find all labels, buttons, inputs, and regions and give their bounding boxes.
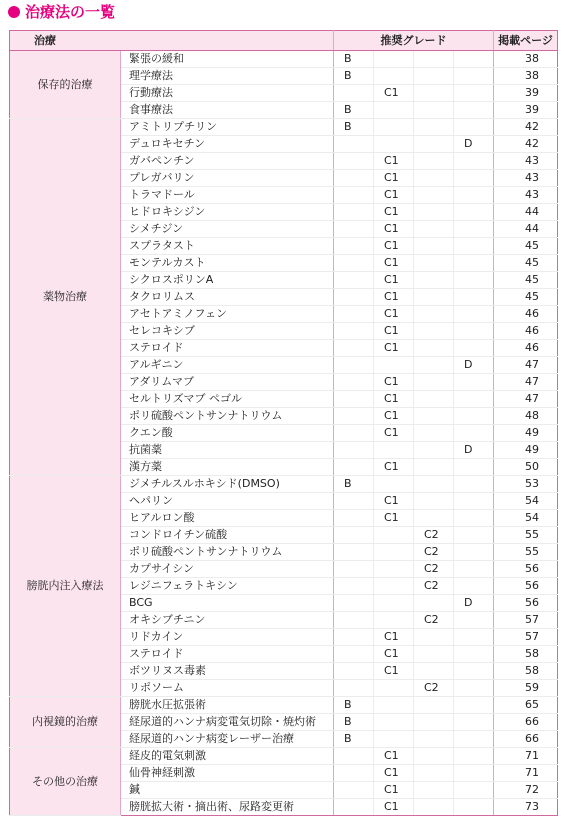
page-number: 56: [494, 595, 558, 612]
treatment-name: アミトリプチリン: [121, 119, 334, 136]
grade-cell: [454, 680, 494, 697]
grade-cell: [414, 799, 454, 816]
grade-cell: [334, 561, 374, 578]
page-number: 50: [494, 459, 558, 476]
treatment-name: シクロスポリンA: [121, 272, 334, 289]
page-number: 72: [494, 782, 558, 799]
grade-cell: C1: [374, 459, 414, 476]
treatment-name: 経尿道的ハンナ病変レーザー治療: [121, 731, 334, 748]
grade-cell: C1: [374, 765, 414, 782]
grade-cell: [334, 391, 374, 408]
header-treatment: 治療: [10, 31, 334, 51]
page-number: 46: [494, 323, 558, 340]
grade-cell: C1: [374, 748, 414, 765]
grade-cell: B: [334, 476, 374, 493]
treatment-name: リドカイン: [121, 629, 334, 646]
grade-cell: C1: [374, 272, 414, 289]
treatment-name: ポリ硫酸ペントサンナトリウム: [121, 544, 334, 561]
grade-cell: C1: [374, 782, 414, 799]
grade-cell: [454, 119, 494, 136]
grade-cell: [334, 340, 374, 357]
category-cell: 膀胱内注入療法: [10, 476, 121, 697]
page-number: 43: [494, 170, 558, 187]
grade-cell: [454, 374, 494, 391]
grade-cell: [454, 731, 494, 748]
grade-cell: [334, 238, 374, 255]
grade-cell: [414, 697, 454, 714]
grade-cell: [414, 476, 454, 493]
grade-cell: [454, 85, 494, 102]
grade-cell: C1: [374, 391, 414, 408]
grade-cell: [414, 289, 454, 306]
title-bar: [0, 0, 564, 26]
grade-cell: [414, 340, 454, 357]
grade-cell: [374, 136, 414, 153]
grade-cell: C1: [374, 510, 414, 527]
grade-cell: [454, 306, 494, 323]
page-title: 治療法の一覧: [25, 3, 116, 21]
header-grade: 推奨グレード: [334, 31, 494, 51]
page-number: 58: [494, 646, 558, 663]
page-number: 45: [494, 289, 558, 306]
page-number: 38: [494, 68, 558, 85]
grade-cell: [414, 272, 454, 289]
grade-cell: [374, 697, 414, 714]
page-number: 55: [494, 527, 558, 544]
grade-cell: C1: [374, 799, 414, 816]
treatment-name: 抗菌薬: [121, 442, 334, 459]
treatment-name: 鍼: [121, 782, 334, 799]
table-row: [10, 476, 558, 493]
grade-cell: [454, 476, 494, 493]
grade-cell: B: [334, 731, 374, 748]
page-number: 66: [494, 731, 558, 748]
table-row: [10, 748, 558, 765]
grade-cell: [374, 68, 414, 85]
grade-cell: [334, 442, 374, 459]
grade-cell: [454, 748, 494, 765]
page-number: 48: [494, 408, 558, 425]
grade-cell: C1: [374, 306, 414, 323]
grade-cell: [334, 510, 374, 527]
grade-cell: [454, 68, 494, 85]
grade-cell: C1: [374, 85, 414, 102]
page-number: 66: [494, 714, 558, 731]
grade-cell: [414, 68, 454, 85]
grade-cell: B: [334, 714, 374, 731]
grade-cell: [454, 561, 494, 578]
table-row: [10, 51, 558, 68]
page-number: 71: [494, 748, 558, 765]
grade-cell: [414, 51, 454, 68]
grade-cell: [334, 255, 374, 272]
treatment-name: セルトリズマブ ペゴル: [121, 391, 334, 408]
grade-cell: C1: [374, 238, 414, 255]
treatment-name: ステロイド: [121, 340, 334, 357]
grade-cell: [454, 459, 494, 476]
treatment-name: アダリムマブ: [121, 374, 334, 391]
grade-cell: C2: [414, 561, 454, 578]
grade-cell: [454, 289, 494, 306]
grade-cell: C1: [374, 374, 414, 391]
treatment-name: ポリ硫酸ペントサンナトリウム: [121, 408, 334, 425]
grade-cell: [454, 408, 494, 425]
treatment-name: ステロイド: [121, 646, 334, 663]
page-number: 73: [494, 799, 558, 816]
grade-cell: B: [334, 697, 374, 714]
page-number: 57: [494, 629, 558, 646]
category-cell: 薬物治療: [10, 119, 121, 476]
page-number: 56: [494, 561, 558, 578]
table-body: [10, 51, 558, 816]
treatment-name: ジメチルスルホキシド(DMSO): [121, 476, 334, 493]
treatment-name: カプサイシン: [121, 561, 334, 578]
treatment-name: 経尿道的ハンナ病変電気切除・焼灼術: [121, 714, 334, 731]
grade-cell: [454, 187, 494, 204]
table-row: [10, 697, 558, 714]
grade-cell: [334, 425, 374, 442]
grade-cell: [414, 323, 454, 340]
page-number: 59: [494, 680, 558, 697]
grade-cell: [334, 357, 374, 374]
grade-cell: [374, 731, 414, 748]
grade-cell: [454, 102, 494, 119]
grade-cell: [414, 374, 454, 391]
grade-cell: [374, 544, 414, 561]
grade-cell: C1: [374, 255, 414, 272]
grade-cell: D: [454, 595, 494, 612]
page-number: 47: [494, 391, 558, 408]
grade-cell: [454, 612, 494, 629]
grade-cell: [454, 493, 494, 510]
treatment-name: セレコキシブ: [121, 323, 334, 340]
page-number: 54: [494, 510, 558, 527]
grade-cell: [414, 595, 454, 612]
page-number: 47: [494, 374, 558, 391]
grade-cell: [334, 765, 374, 782]
grade-cell: [334, 782, 374, 799]
treatment-name: 理学療法: [121, 68, 334, 85]
treatment-name: BCG: [121, 595, 334, 612]
grade-cell: [374, 680, 414, 697]
grade-cell: [454, 782, 494, 799]
page-number: 42: [494, 119, 558, 136]
grade-cell: [454, 238, 494, 255]
page-number: 65: [494, 697, 558, 714]
treatment-name: レジニフェラトキシン: [121, 578, 334, 595]
treatment-name: ボツリヌス毒素: [121, 663, 334, 680]
page-number: 58: [494, 663, 558, 680]
treatment-name: アルギニン: [121, 357, 334, 374]
grade-cell: [414, 391, 454, 408]
grade-cell: [374, 442, 414, 459]
grade-cell: C2: [414, 612, 454, 629]
grade-cell: [454, 578, 494, 595]
grade-cell: [454, 51, 494, 68]
grade-cell: C1: [374, 663, 414, 680]
grade-cell: B: [334, 102, 374, 119]
grade-cell: D: [454, 357, 494, 374]
treatment-name: トラマドール: [121, 187, 334, 204]
grade-cell: C1: [374, 408, 414, 425]
page-number: 54: [494, 493, 558, 510]
grade-cell: C1: [374, 493, 414, 510]
grade-cell: [334, 748, 374, 765]
bullet-icon: [8, 6, 20, 18]
grade-cell: [334, 289, 374, 306]
grade-cell: [454, 510, 494, 527]
grade-cell: [414, 459, 454, 476]
grade-cell: [334, 306, 374, 323]
grade-cell: [334, 799, 374, 816]
grade-cell: C1: [374, 204, 414, 221]
grade-cell: [454, 255, 494, 272]
grade-cell: [414, 153, 454, 170]
category-cell: その他の治療: [10, 748, 121, 816]
page-number: 47: [494, 357, 558, 374]
grade-cell: [414, 306, 454, 323]
grade-cell: C1: [374, 289, 414, 306]
grade-cell: [454, 425, 494, 442]
grade-cell: [334, 187, 374, 204]
grade-cell: [374, 119, 414, 136]
grade-cell: [414, 102, 454, 119]
grade-cell: [334, 204, 374, 221]
grade-cell: [414, 646, 454, 663]
grade-cell: [334, 221, 374, 238]
grade-cell: [414, 187, 454, 204]
treatment-name: 膀胱水圧拡張術: [121, 697, 334, 714]
grade-cell: [414, 238, 454, 255]
grade-cell: [454, 697, 494, 714]
table-row: [10, 119, 558, 136]
treatment-name: ヒドロキシジン: [121, 204, 334, 221]
treatment-name: 経皮的電気刺激: [121, 748, 334, 765]
treatment-name: タクロリムス: [121, 289, 334, 306]
page-number: 49: [494, 425, 558, 442]
grade-cell: C1: [374, 425, 414, 442]
grade-cell: [374, 595, 414, 612]
grade-cell: [414, 629, 454, 646]
grade-cell: [414, 425, 454, 442]
grade-cell: [334, 646, 374, 663]
grade-cell: [454, 629, 494, 646]
grade-cell: [414, 221, 454, 238]
grade-cell: [374, 612, 414, 629]
grade-cell: [334, 272, 374, 289]
grade-cell: [414, 170, 454, 187]
grade-cell: [414, 663, 454, 680]
treatment-table: [9, 30, 558, 816]
treatment-name: シメチジン: [121, 221, 334, 238]
grade-cell: [414, 408, 454, 425]
grade-cell: [334, 629, 374, 646]
grade-cell: [454, 714, 494, 731]
page-number: 44: [494, 221, 558, 238]
grade-cell: [454, 170, 494, 187]
grade-cell: [374, 527, 414, 544]
grade-cell: [374, 578, 414, 595]
grade-cell: [374, 102, 414, 119]
grade-cell: [334, 170, 374, 187]
grade-cell: [374, 561, 414, 578]
page-number: 46: [494, 340, 558, 357]
grade-cell: [414, 510, 454, 527]
grade-cell: D: [454, 442, 494, 459]
grade-cell: [334, 153, 374, 170]
grade-cell: [374, 357, 414, 374]
page-number: 49: [494, 442, 558, 459]
grade-cell: [454, 544, 494, 561]
treatment-name: 行動療法: [121, 85, 334, 102]
grade-cell: [374, 476, 414, 493]
page-number: 43: [494, 153, 558, 170]
grade-cell: [334, 408, 374, 425]
treatment-name: 食事療法: [121, 102, 334, 119]
treatment-name: リポソーム: [121, 680, 334, 697]
grade-cell: C1: [374, 153, 414, 170]
grade-cell: [454, 799, 494, 816]
grade-cell: [334, 527, 374, 544]
grade-cell: [414, 136, 454, 153]
grade-cell: [454, 663, 494, 680]
treatment-name: クエン酸: [121, 425, 334, 442]
page-number: 39: [494, 85, 558, 102]
grade-cell: [334, 680, 374, 697]
grade-cell: [454, 340, 494, 357]
treatment-name: デュロキセチン: [121, 136, 334, 153]
category-cell: 内視鏡的治療: [10, 697, 121, 748]
grade-cell: [454, 765, 494, 782]
page-number: 45: [494, 272, 558, 289]
treatment-name: ヒアルロン酸: [121, 510, 334, 527]
grade-cell: [454, 391, 494, 408]
treatment-name: スプラタスト: [121, 238, 334, 255]
grade-cell: C1: [374, 187, 414, 204]
page-number: 42: [494, 136, 558, 153]
grade-cell: C2: [414, 544, 454, 561]
page-number: 45: [494, 255, 558, 272]
page-number: 56: [494, 578, 558, 595]
grade-cell: [454, 153, 494, 170]
grade-cell: [334, 612, 374, 629]
grade-cell: [414, 255, 454, 272]
grade-cell: [414, 782, 454, 799]
page-number: 55: [494, 544, 558, 561]
page-number: 44: [494, 204, 558, 221]
header-page: 掲載ページ: [494, 31, 558, 51]
treatment-name: オキシブチニン: [121, 612, 334, 629]
grade-cell: [334, 85, 374, 102]
grade-cell: [414, 493, 454, 510]
treatment-name: 膀胱拡大術・摘出術、尿路変更術: [121, 799, 334, 816]
grade-cell: [454, 323, 494, 340]
grade-cell: [334, 323, 374, 340]
page-number: 71: [494, 765, 558, 782]
grade-cell: C1: [374, 646, 414, 663]
grade-cell: C2: [414, 680, 454, 697]
grade-cell: [374, 714, 414, 731]
treatment-name: 緊張の緩和: [121, 51, 334, 68]
grade-cell: [414, 204, 454, 221]
grade-cell: [334, 374, 374, 391]
grade-cell: C1: [374, 629, 414, 646]
page-number: 39: [494, 102, 558, 119]
category-cell: 保存的治療: [10, 51, 121, 119]
grade-cell: [414, 119, 454, 136]
grade-cell: B: [334, 51, 374, 68]
grade-cell: C1: [374, 323, 414, 340]
grade-cell: [414, 357, 454, 374]
grade-cell: [454, 527, 494, 544]
grade-cell: [414, 731, 454, 748]
grade-cell: [334, 663, 374, 680]
grade-cell: C1: [374, 221, 414, 238]
page-number: 46: [494, 306, 558, 323]
page-number: 38: [494, 51, 558, 68]
grade-cell: [414, 748, 454, 765]
grade-cell: C1: [374, 340, 414, 357]
grade-cell: [334, 493, 374, 510]
page-number: 53: [494, 476, 558, 493]
grade-cell: [454, 646, 494, 663]
grade-cell: [334, 578, 374, 595]
grade-cell: C2: [414, 527, 454, 544]
grade-cell: B: [334, 119, 374, 136]
treatment-name: ガバペンチン: [121, 153, 334, 170]
page-number: 43: [494, 187, 558, 204]
page-number: 45: [494, 238, 558, 255]
treatment-name: 仙骨神経刺激: [121, 765, 334, 782]
grade-cell: C1: [374, 170, 414, 187]
grade-cell: [414, 85, 454, 102]
grade-cell: [334, 544, 374, 561]
grade-cell: B: [334, 68, 374, 85]
grade-cell: [334, 595, 374, 612]
grade-cell: [374, 51, 414, 68]
treatment-name: コンドロイチン硫酸: [121, 527, 334, 544]
grade-cell: [414, 442, 454, 459]
grade-cell: C2: [414, 578, 454, 595]
treatment-name: 漢方薬: [121, 459, 334, 476]
grade-cell: [414, 765, 454, 782]
treatment-name: プレガバリン: [121, 170, 334, 187]
grade-cell: [454, 204, 494, 221]
grade-cell: [414, 714, 454, 731]
grade-cell: [454, 221, 494, 238]
treatment-name: ヘパリン: [121, 493, 334, 510]
treatment-name: モンテルカスト: [121, 255, 334, 272]
treatment-name: アセトアミノフェン: [121, 306, 334, 323]
table-header-row: [10, 31, 558, 51]
grade-cell: [334, 459, 374, 476]
grade-cell: [454, 272, 494, 289]
grade-cell: D: [454, 136, 494, 153]
page-number: 57: [494, 612, 558, 629]
grade-cell: [334, 136, 374, 153]
